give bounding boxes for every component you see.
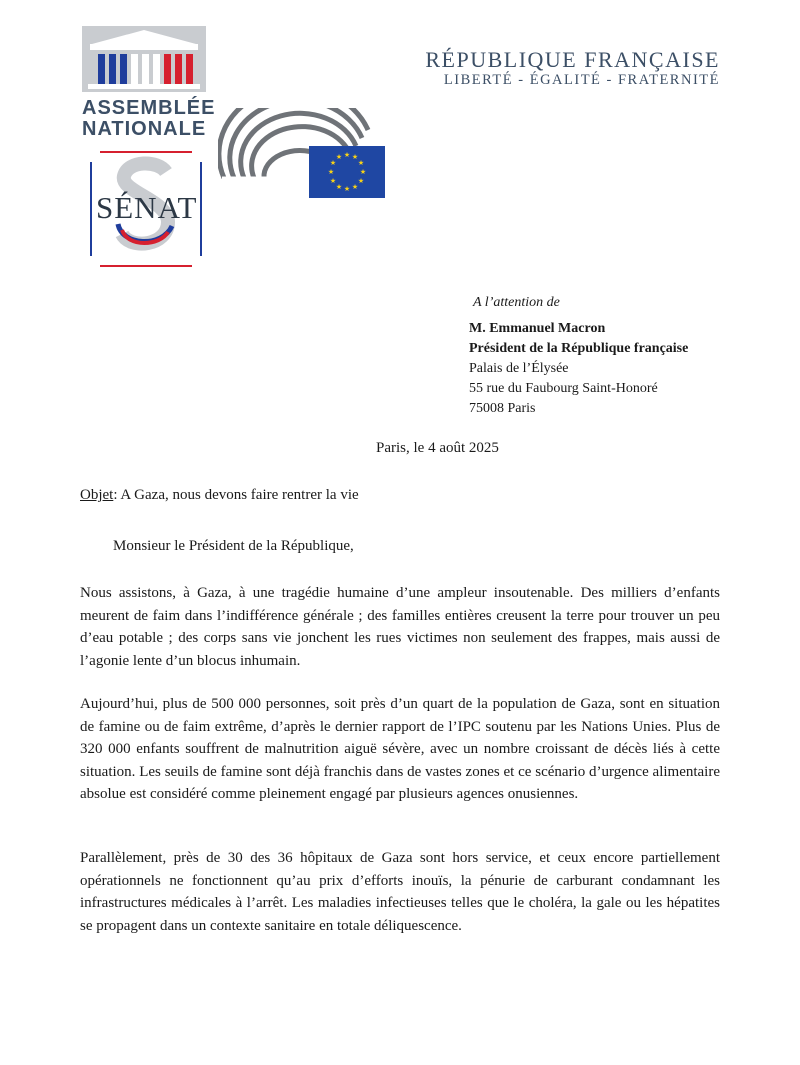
svg-text:★: ★ (335, 183, 343, 191)
svg-text:★: ★ (329, 159, 337, 167)
svg-text:★: ★ (351, 153, 359, 161)
assemblee-line2: NATIONALE (82, 118, 207, 140)
subject-text: : A Gaza, nous devons faire rentrer la vie (113, 487, 359, 503)
assemblee-nationale-text (82, 97, 216, 140)
svg-text:★: ★ (327, 168, 335, 176)
paragraph-1-text: Nous assistons, à Gaza, à une tragédie humaine d’une ampleur insoutenable. Des milliers d’enfants meurent de faim dans l’indifférence générale ; des familles entières creusent la terre pour trouver un peu d’eau potable ; des corps sans vie jonchent les rues victimes non seulement des frappes, mais aussi de l’agonie lente d’un blocus inhumain. (80, 585, 720, 669)
senat-logo (88, 150, 204, 268)
assemblee-nationale-logo-icon (82, 26, 206, 92)
svg-text:★: ★ (357, 159, 365, 167)
svg-text:★: ★ (357, 177, 365, 185)
republique-title: RÉPUBLIQUE FRANÇAISE (425, 47, 720, 72)
republique-francaise-header (425, 48, 720, 89)
attention-line: A l’attention de (473, 295, 560, 310)
paragraph-2 (80, 693, 720, 806)
european-parliament-logo (218, 108, 388, 204)
paragraph-3-text: Parallèlement, près de 30 des 36 hôpitaux de Gaza sont hors service, et ceux encore partiellement opérationnels ne fonctionnent qu’au prix d’efforts inouïs, la pénurie de carburant condamnant les infrastructures médicales à l’arrêt. Les maladies infectieuses telles que le choléra, la gale ou les hépatites se propagent dans un contexte sanitaire en totale déliquescence. (80, 850, 720, 934)
letter-subject (80, 487, 359, 504)
subject-label: Objet (80, 487, 114, 503)
recipient-address (469, 293, 688, 419)
recipient-name: M. Emmanuel Macron (469, 321, 606, 336)
paragraph-1 (80, 582, 720, 672)
address-line-2: 55 rue du Faubourg Saint-Honoré (469, 381, 658, 396)
republique-devise: LIBERTÉ - ÉGALITÉ - FRATERNITÉ (443, 72, 720, 88)
address-line-1: Palais de l’Élysée (469, 361, 569, 376)
salutation: Monsieur le Président de la République, (113, 538, 354, 554)
svg-text:★: ★ (335, 153, 343, 161)
recipient-title: Président de la République française (469, 341, 689, 356)
svg-text:★: ★ (359, 168, 367, 176)
assemblee-nationale-logo (82, 26, 216, 140)
senat-text: SÉNAT (96, 190, 198, 225)
svg-text:★: ★ (351, 183, 359, 191)
paragraph-2-text: Aujourd’hui, plus de 500 000 personnes, soit près d’un quart de la population de Gaza, sont en situation de famine ou de faim extrême, d’après le dernier rapport de l’IPC soutenu par les Nations Unies. Plus de 320 000 enfants souffrent de malnutrition aiguë sévère, avec un nombre croissant de décès liés à cette situation. Les seuils de famine sont déjà franchis dans de vastes zones et ce scénario d’urgence alimentaire absolue est considéré comme pleinement engagé par plusieurs agences onusiennes. (80, 696, 720, 803)
address-line-3: 75008 Paris (469, 401, 536, 416)
letter-date: Paris, le 4 août 2025 (376, 440, 499, 456)
svg-text:★: ★ (343, 185, 351, 193)
paragraph-3 (80, 847, 720, 937)
eu-flag-icon (309, 146, 385, 198)
svg-text:★: ★ (329, 177, 337, 185)
svg-text:★: ★ (343, 151, 351, 159)
assemblee-line1: ASSEMBLÉE (82, 97, 216, 119)
